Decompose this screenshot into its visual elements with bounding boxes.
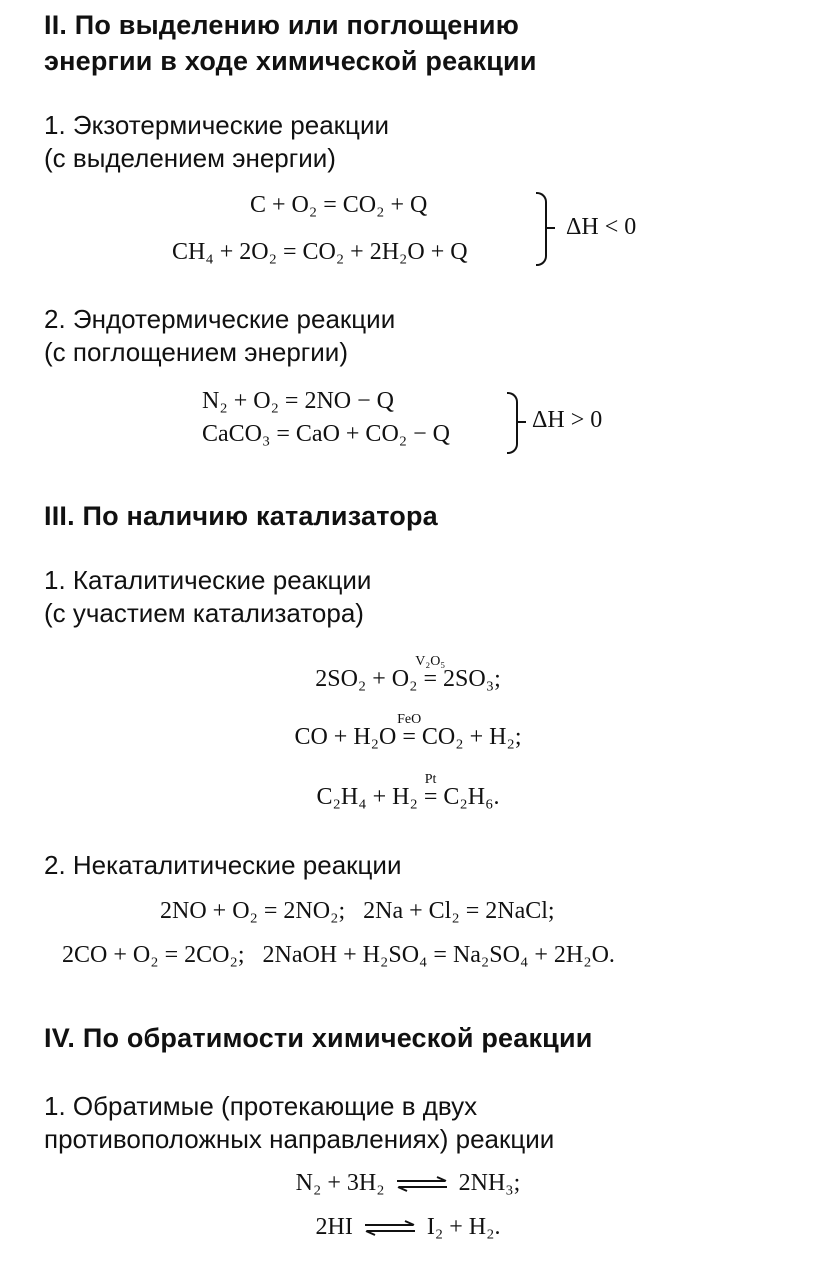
section2-title-line2: энергии в ходе химической реакции bbox=[44, 46, 537, 76]
endo-equation-2: CaCO₃ = CaO + CO₂ − Q bbox=[202, 421, 451, 447]
reversible-equation-1: N₂ + 3H₂ 2NH₃; bbox=[295, 1170, 521, 1196]
catalyst-feo: FeO bbox=[397, 712, 422, 727]
exo-equation-1: C + O₂ = CO₂ + Q bbox=[250, 192, 428, 218]
catalytic-equation-2: CO + H₂O = FeO CO₂ + H₂; bbox=[0, 722, 816, 752]
section4-title: IV. По обратимости химической реакции bbox=[44, 1023, 593, 1053]
exo-equation-2: CH₄ + 2O₂ = CO₂ + 2H₂O + Q bbox=[172, 239, 468, 265]
noncatalytic-label: 2. Некаталитические реакции bbox=[44, 850, 402, 880]
equilibrium-arrows-icon bbox=[395, 1176, 449, 1192]
equilibrium-arrows-icon bbox=[363, 1220, 417, 1236]
reversible-label-line1: 1. Обратимые (протекающие в двух bbox=[44, 1091, 478, 1121]
endo-label-line1: 2. Эндотермические реакции bbox=[44, 304, 396, 334]
catalyst-v2o5: V₂O₅ bbox=[415, 654, 446, 669]
reversible-equation-2: 2HI I₂ + H₂. bbox=[315, 1214, 501, 1240]
endo-condition: ΔH > 0 bbox=[532, 407, 603, 433]
section3-title: III. По наличию катализатора bbox=[44, 501, 438, 531]
section2-title-line1: II. По выделению или поглощению bbox=[44, 10, 519, 40]
endo-brace bbox=[507, 392, 518, 454]
exo-label-line1: 1. Экзотермические реакции bbox=[44, 110, 389, 140]
endo-equation-1: N₂ + O₂ = 2NO − Q bbox=[202, 388, 394, 414]
noncatalytic-equations-line1: 2NO + O₂ = 2NO₂; 2Na + Cl₂ = 2NaCl; bbox=[160, 898, 555, 924]
catalyst-pt: Pt bbox=[424, 772, 437, 787]
catalytic-label-line1: 1. Каталитические реакции bbox=[44, 565, 372, 595]
endo-brace-tip bbox=[518, 421, 526, 423]
exo-brace-tip bbox=[547, 227, 555, 229]
reversible-label-line2: противоположных направлениях) реакции bbox=[44, 1124, 555, 1154]
catalytic-label-line2: (с участием катализатора) bbox=[44, 598, 364, 628]
exo-brace bbox=[536, 192, 547, 266]
noncatalytic-equations-line2: 2CO + O₂ = 2CO₂; 2NaOH + H₂SO₄ = Na₂SO₄ + 2H₂O. bbox=[62, 942, 615, 968]
endo-label-line2: (с поглощением энергии) bbox=[44, 337, 348, 367]
catalytic-equation-1: 2SO₂ + O₂ = V₂O₅ 2SO₃; bbox=[0, 664, 816, 694]
catalytic-equation-3: C₂H₄ + H₂ = Pt C₂H₆. bbox=[0, 782, 816, 812]
exo-condition: ΔH < 0 bbox=[566, 214, 637, 240]
exo-label-line2: (с выделением энергии) bbox=[44, 143, 336, 173]
